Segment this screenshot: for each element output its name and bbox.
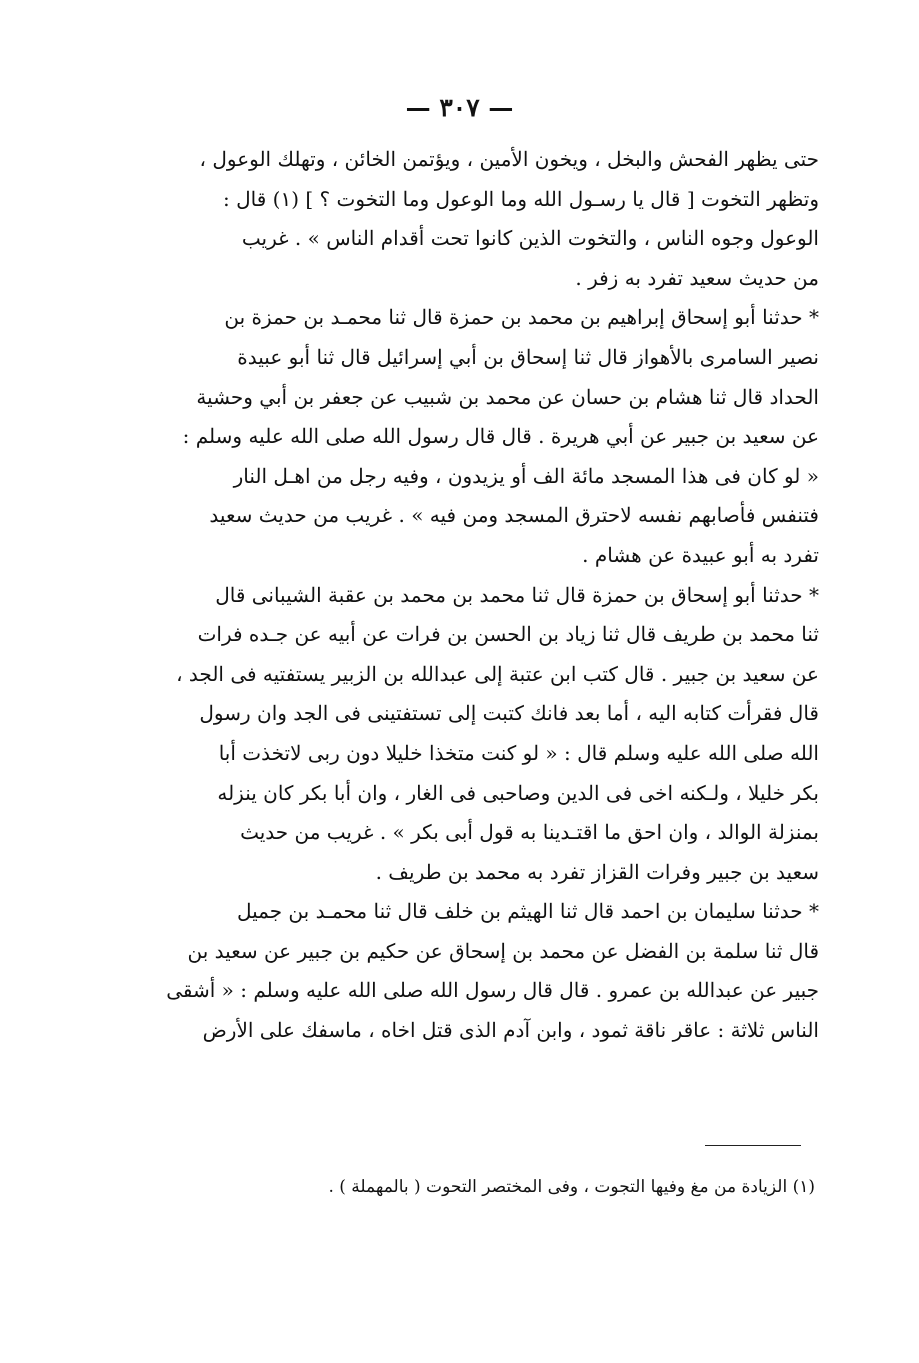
text-line: فتنفس فأصابهم نفسه لاحترق المسجد ومن فيه » . غريب من حديث سعيد — [209, 503, 819, 528]
text-line: * حدثنا سليمان بن احمد قال ثنا الهيثم بن خلف قال ثنا محمـد بن جميل — [236, 899, 819, 924]
text-line: بمنزلة الوالد ، وان احق ما اقتـدينا به قول أبى بكر » . غريب من حديث — [240, 820, 819, 845]
text-line: وتظهر التخوت [ قال يا رسـول الله وما الوعول وما التخوت ؟ ] (١) قال : — [223, 186, 819, 211]
text-line: قال فقرأت كتابه اليه ، أما بعد فانك كتبت إلى تستفتينى فى الجد وان رسول — [199, 701, 819, 726]
body-text — [104, 140, 819, 1051]
text-line: من حديث سعيد تفرد به زفر . — [575, 265, 819, 290]
text-line: بكر خليلا ، ولـكنه اخى فى الدين وصاحبى فى الغار ، وان أبا بكر كان ينزله — [217, 780, 819, 805]
footnote-divider — [705, 1145, 801, 1146]
text-line: الحداد قال ثنا هشام بن حسان عن محمد بن شبيب عن جعفر بن أبي وحشية — [196, 384, 819, 409]
text-line: الوعول وجوه الناس ، والتخوت الذين كانوا تحت أقدام الناس » . غريب — [241, 226, 819, 251]
text-line: * حدثنا أبو إسحاق إبراهيم بن محمد بن حمزة قال ثنا محمـد بن حمزة بن — [224, 305, 819, 330]
text-line: * حدثنا أبو إسحاق بن حمزة قال ثنا محمد بن محمد بن عقبة الشيبانى قال — [215, 582, 819, 607]
text-line: تفرد به أبو عبيدة عن هشام . — [582, 542, 819, 567]
text-line: سعيد بن جبير وفرات القزاز تفرد به محمد بن طريف . — [375, 859, 819, 884]
text-line: قال ثنا سلمة بن الفضل عن محمد بن إسحاق عن حكيم بن جبير عن سعيد بن — [187, 938, 819, 963]
footnote: (١) الزيادة من مغ وفيها التجوت ، وفى المختصر التحوت ( بالمهملة ) . — [328, 1177, 815, 1197]
text-line: الله صلى الله عليه وسلم قال : « لو كنت متخذا خليلا دون ربى لاتخذت أبا — [218, 740, 819, 765]
text-line: حتى يظهر الفحش والبخل ، ويخون الأمين ، ويؤتمن الخائن ، وتهلك الوعول ، — [199, 147, 819, 171]
text-line: الناس ثلاثة : عاقر ناقة ثمود ، وابن آدم الذى قتل اخاه ، ماسفك على الأرض — [202, 1018, 819, 1043]
text-line: عن سعيد بن جبير . قال كتب ابن عتبة إلى عبدالله بن الزبير يستفتيه فى الجد ، — [176, 661, 819, 686]
text-line: جبير عن عبدالله بن عمرو . قال قال رسول الله صلى الله عليه وسلم : « أشقى — [166, 978, 819, 1003]
text-line: ثنا محمد بن طريف قال ثنا زياد بن الحسن بن فرات عن أبيه عن جـده فرات — [197, 622, 819, 647]
text-line: نصير السامرى بالأهواز قال ثنا إسحاق بن أبي إسرائيل قال ثنا أبو عبيدة — [237, 344, 819, 369]
text-line: عن سعيد بن جبير عن أبي هريرة . قال قال رسول الله صلى الله عليه وسلم : — [182, 424, 819, 449]
page-number: — ٣٠٧ — — [405, 93, 514, 122]
text-line: « لو كان فى هذا المسجد مائة الف أو يزيدون ، وفيه رجل من اهـل النار — [233, 463, 819, 488]
